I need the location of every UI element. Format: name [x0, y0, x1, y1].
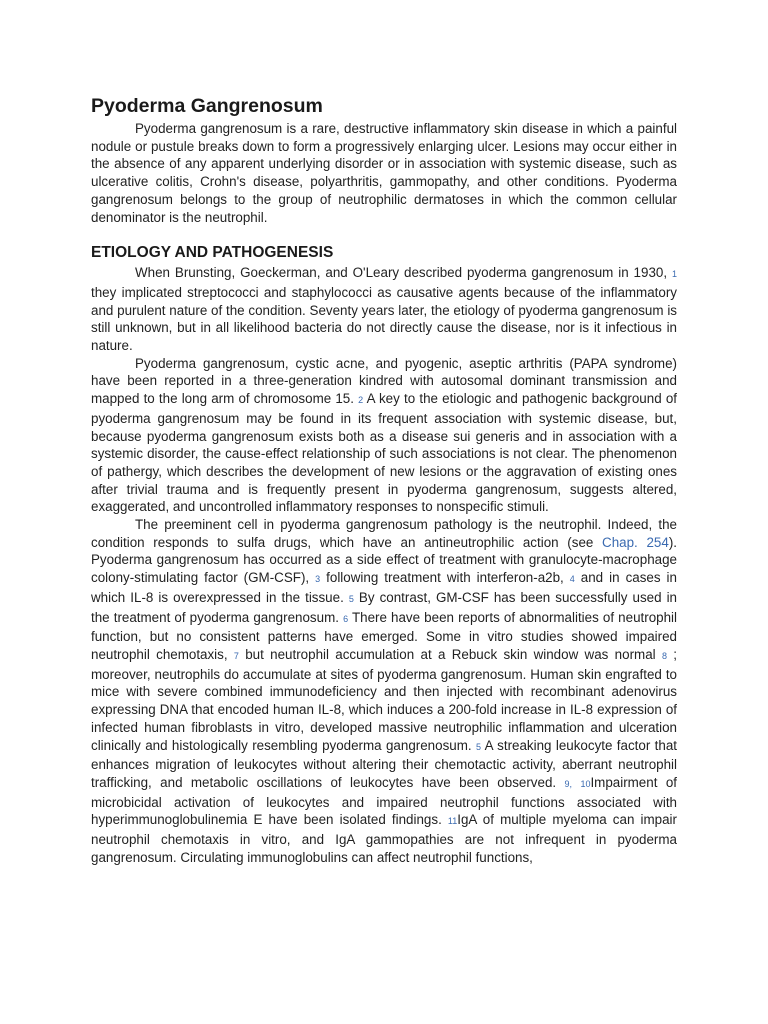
reference-link-5[interactable]: 5 — [348, 593, 354, 604]
paragraph-1 — [91, 264, 677, 355]
paragraph-3 — [91, 516, 677, 866]
reference-link-7[interactable]: 7 — [233, 650, 239, 661]
chapter-link[interactable]: Chap. 254 — [602, 534, 669, 550]
section-heading: ETIOLOGY AND PATHOGENESIS — [91, 244, 334, 262]
paragraph-text: By contrast, GM-CSF has been successfully used in the treatment of pyoderma gangrenosum. — [91, 589, 678, 625]
paragraph-text: but neutrophil accumulation at a Rebuck skin window was normal — [238, 646, 662, 662]
paragraph-text: A key to the etiologic and pathogenic background of pyoderma gangrenosum may be found in its frequent association with systemic disease, but, because pyoderma gangrenosum exists both as a disease sui generis and in association with a systemic disorder, the cause-effect relationship of such associations is not clear. The phenomenon of pathergy, which describes the development of new lesions or the aggravation of existing ones after trivial trauma and is frequently present in pyoderma gangrenosum, suggests altered, exaggerated, and uncontrolled inflammatory responses to nonspecific stimuli. — [91, 391, 677, 515]
reference-link-11[interactable]: 11 — [447, 816, 458, 827]
reference-link-4[interactable]: 4 — [569, 574, 575, 585]
reference-link-6[interactable]: 6 — [343, 613, 349, 624]
paragraph-text: ). Pyoderma gangrenosum has occurred as a side effect of treatment with granulocyte-macrophage colony-stimulating factor (GM-CSF), — [91, 534, 677, 586]
paragraph-text: following treatment with interferon-a2b, — [320, 570, 570, 586]
paragraph-text: they implicated streptococci and staphylococci as causative agents because of the inflammatory and purulent nature of the condition. Seventy years later, the etiology of pyoderma gangrenosum is still unknown, but in all likelihood bacteria do not directly cause the disease, nor is it infectious in nature. — [91, 284, 677, 354]
reference-link-2[interactable]: 2 — [358, 395, 364, 406]
paragraph-text: A streaking leukocyte factor that enhances migration of leukocytes without altering their chemotactic activity, aberrant neutrophil trafficking, and metabolic oscillations of leukocytes have been observed. — [91, 737, 677, 790]
reference-link-8[interactable]: 8 — [661, 650, 667, 661]
reference-link-10[interactable]: 10 — [580, 778, 591, 789]
reference-link-9[interactable]: 9, — [564, 778, 573, 789]
reference-link-5b[interactable]: 5 — [475, 741, 481, 752]
paragraph-text: Pyoderma gangrenosum, cystic acne, and pyogenic, aseptic arthritis (PAPA syndrome) have been reported in a three-generation kindred with autosomal dominant transmission and mapped to the long arm of chromosome 15. — [91, 355, 677, 407]
paragraph-text: There have been reports of abnormalities of neutrophil function, but no consistent patterns have emerged. Some in vitro studies showed impaired neutrophil chemotaxis, — [91, 609, 677, 662]
reference-link-3[interactable]: 3 — [315, 574, 321, 585]
paragraph-2 — [91, 355, 677, 516]
paragraph-text: When Brunsting, Goeckerman, and O'Leary described pyoderma gangrenosum in 1930, — [135, 265, 672, 281]
paragraph-text: and in cases in which IL-8 is overexpressed in the tissue. — [91, 570, 677, 605]
paragraph-text: IgA of multiple myeloma can impair neutrophil chemotaxis in vitro, and IgA gammopathies are not infrequent in pyoderma gangrenosum. Circulating immunoglobulins can affect neutrophil functions, — [91, 812, 677, 865]
paragraph-text: The preeminent cell in pyoderma gangrenosum pathology is the neutrophil. Indeed, the condition responds to sulfa drugs, which have an antineutrophilic action (see — [91, 517, 677, 550]
paragraph-text: Impairment of microbicidal activation of leukocytes and impaired neutrophil functions associated with hyperimmunoglobulinemia E have been isolated findings. — [91, 774, 677, 828]
paragraph-text: ; moreover, neutrophils do accumulate at sites of pyoderma gangrenosum. Human skin engrafted to mice with severe combined immunodeficiency and then injected with recombinant adenovirus expressing DNA that encoded human IL-8, which induces a 200-fold increase in IL-8 expression of infected human fibroblasts in vitro, developed massive neutrophilic inflammation and ulceration clinically and histologically resembling pyoderma gangrenosum. — [91, 646, 677, 753]
intro-paragraph: Pyoderma gangrenosum is a rare, destructive inflammatory skin disease in which a painful nodule or pustule breaks down to form a progressively enlarging ulcer. Lesions may occur either in the absence of any apparent underlying disorder or in association with systemic disease, such as ulcerative colitis, Crohn's disease, polyarthritis, gammopathy, and other conditions. Pyoderma gangrenosum belongs to the group of neutrophilic dermatoses in which the common cellular denominator is the neutrophil. — [91, 121, 677, 225]
document-page — [91, 92, 677, 866]
page-title: Pyoderma Gangrenosum — [91, 95, 323, 117]
reference-link-1[interactable]: 1 — [671, 269, 677, 280]
